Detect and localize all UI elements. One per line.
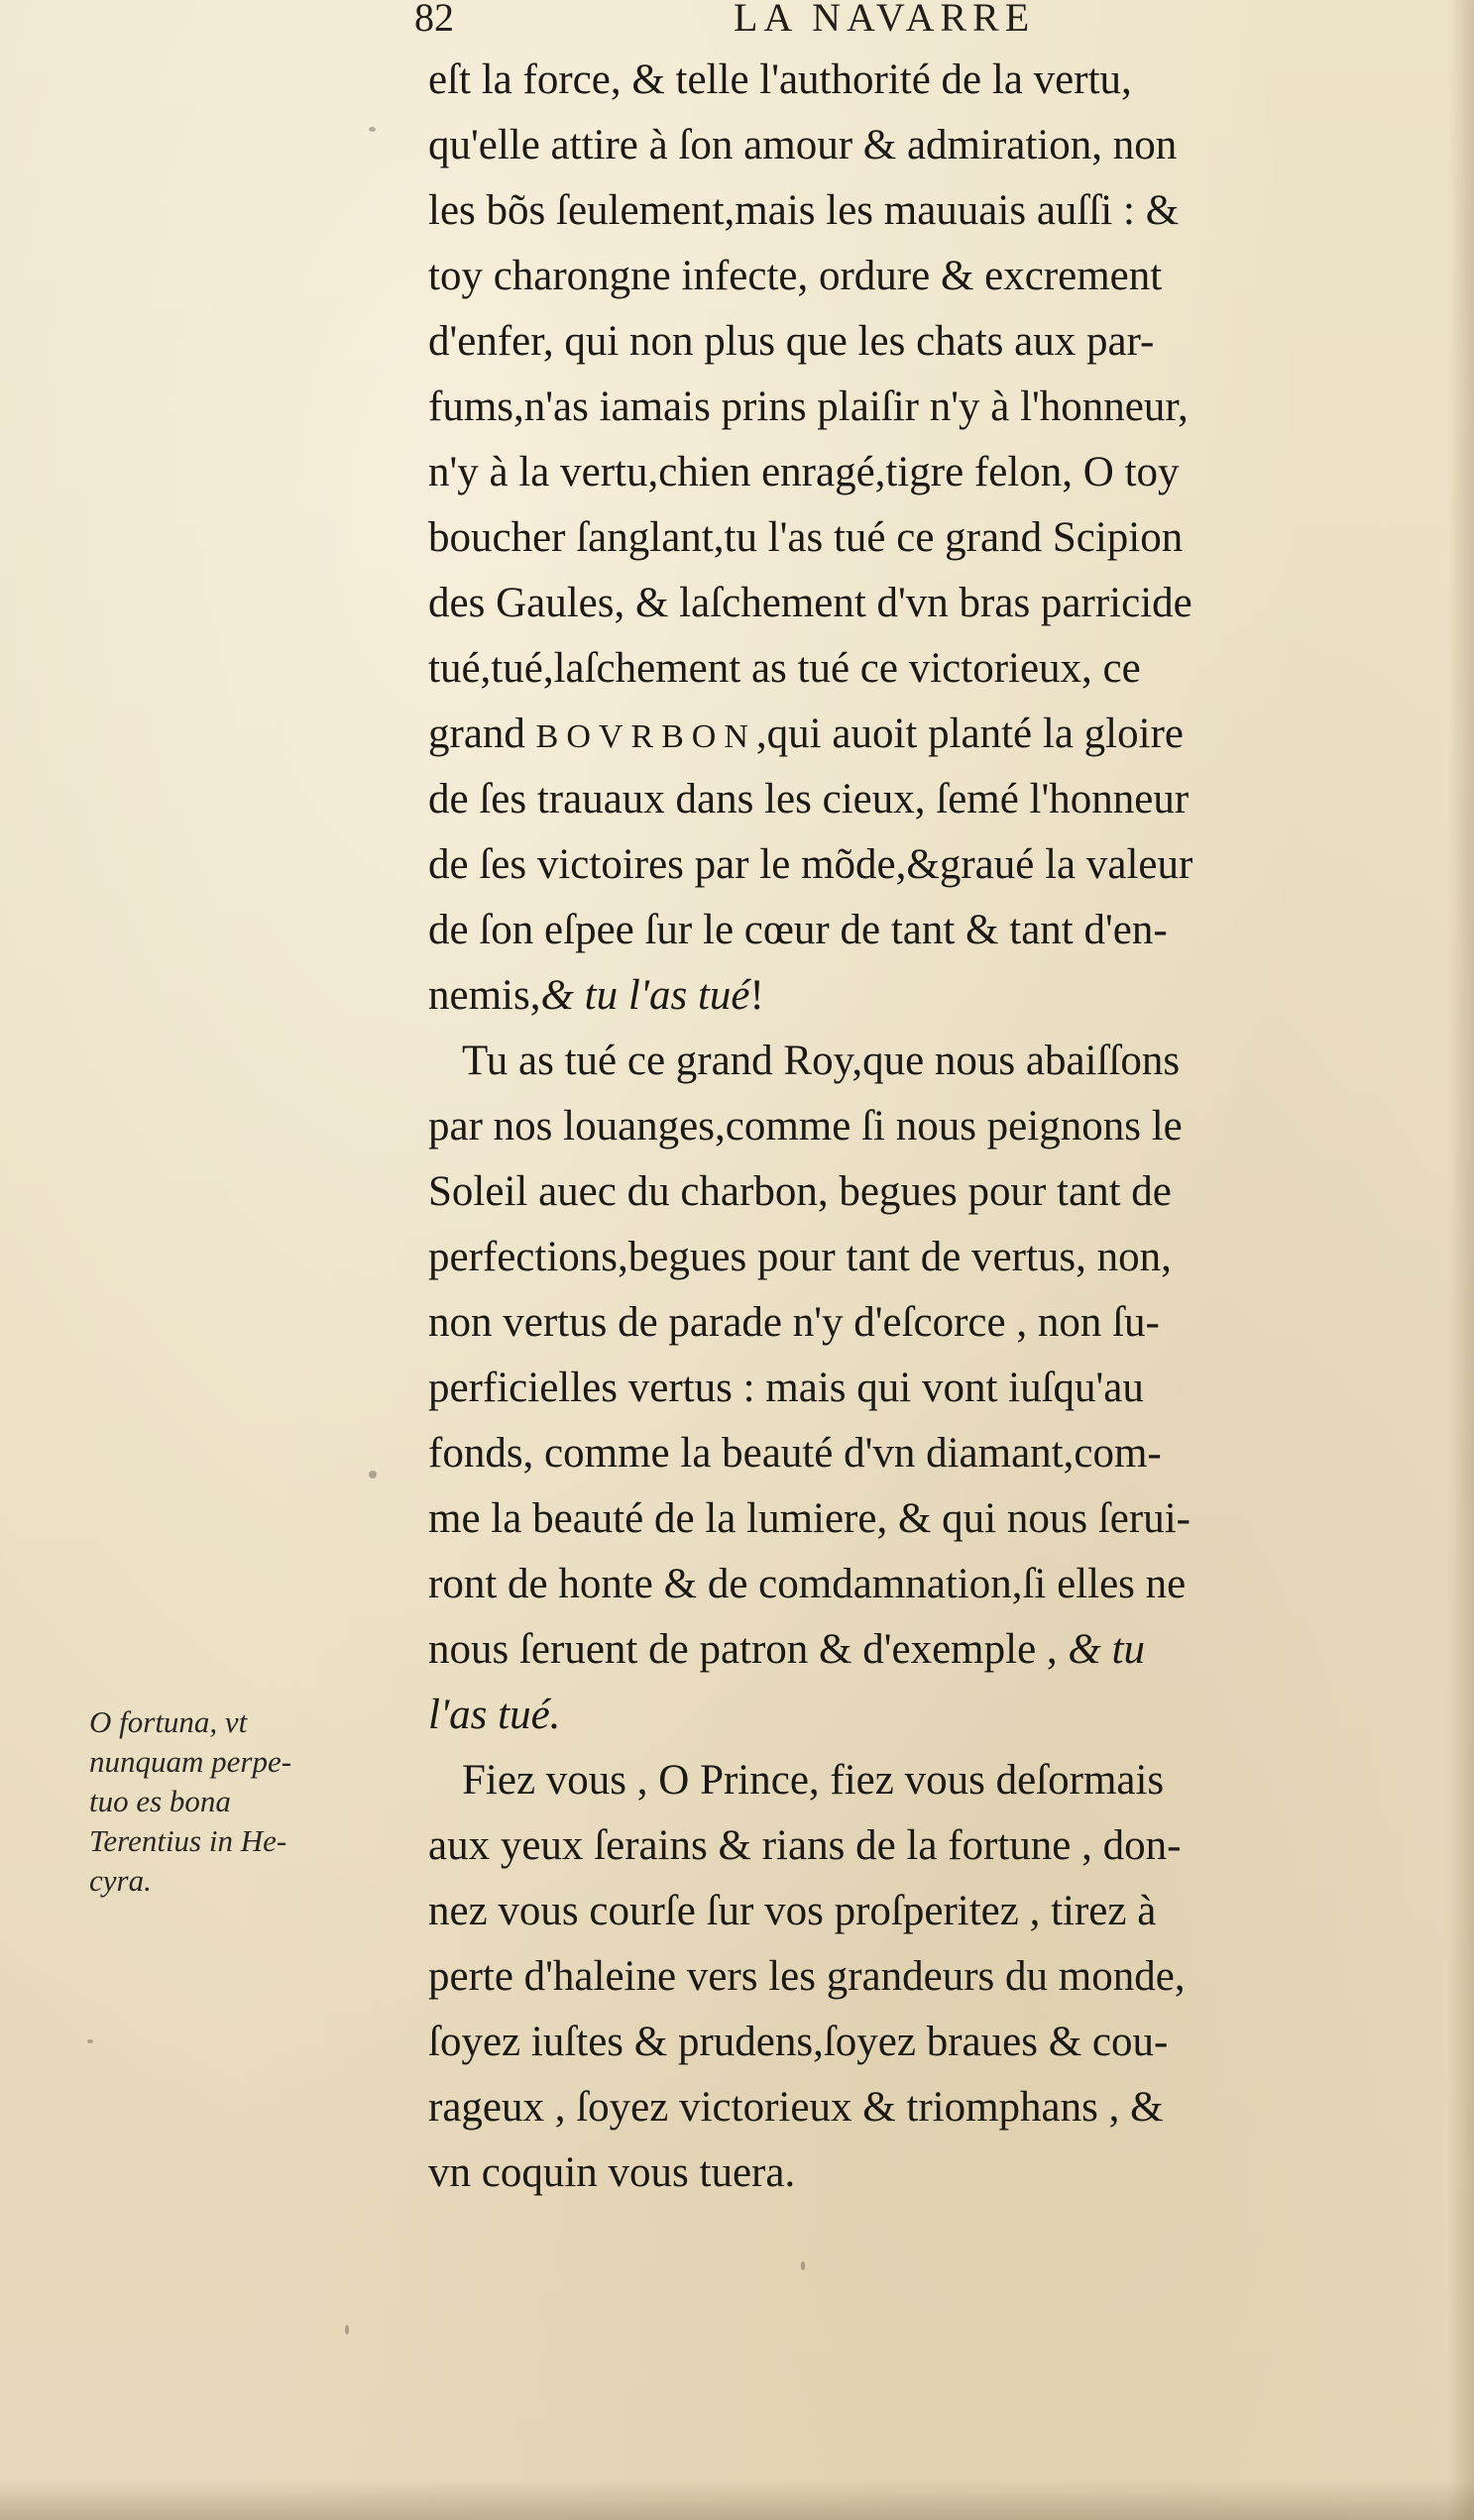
- page-header: [414, 0, 1416, 44]
- text-fragment: !: [749, 972, 764, 1019]
- paper-speck: [801, 2261, 805, 2270]
- margin-note-line: Terentius in He-: [89, 1823, 287, 1858]
- text-line: tué,tué,laſchement as tué ce victorieux, ce: [428, 645, 1141, 692]
- body-text: [428, 48, 1447, 2206]
- paragraph-start: Tu as tué ce grand Roy,que nous abaiſſons: [462, 1038, 1181, 1084]
- margin-note-line: O fortuna, vt: [89, 1704, 248, 1739]
- refrain-italic: & tu: [1068, 1626, 1146, 1673]
- paper-speck: [87, 2039, 93, 2043]
- text-line: par nos louanges,comme ſi nous peignons le: [428, 1103, 1183, 1150]
- text-line: perficielles vertus : mais qui vont iuſqu'au: [428, 1365, 1144, 1411]
- text-line: d'enfer, qui non plus que les chats aux par-: [428, 318, 1155, 365]
- page-number: 82: [414, 0, 454, 40]
- margin-note-line: tuo es bona: [89, 1784, 231, 1818]
- text-line: perfections,begues pour tant de vertus, non,: [428, 1234, 1172, 1280]
- text-line: nez vous courſe ſur vos proſperitez , tirez à: [428, 1888, 1157, 1934]
- paper-speck: [345, 2325, 349, 2335]
- text-line: de ſes trauaux dans les cieux, ſemé l'honneur: [428, 776, 1190, 822]
- text-line: qu'elle attire à ſon amour & admiration, non: [428, 122, 1178, 168]
- text-line: de ſon eſpee ſur le cœur de tant & tant d'en-: [428, 907, 1168, 953]
- refrain-italic: & tu l'as tué: [540, 972, 750, 1019]
- text-line: rageux , ſoyez victorieux & triomphans , &: [428, 2084, 1164, 2131]
- text-line: ront de honte & de comdamnation,ſi elles ne: [428, 1561, 1187, 1607]
- refrain-italic: l'as tué.: [428, 1692, 561, 1738]
- paper-speck: [369, 1471, 377, 1479]
- text-fragment: ,qui auoit planté la gloire: [755, 711, 1184, 757]
- margin-note-line: cyra.: [89, 1863, 152, 1898]
- text-line: boucher ſanglant,tu l'as tué ce grand Scipion: [428, 514, 1184, 561]
- text-line: ſoyez iuſtes & prudens,ſoyez braues & cou-: [428, 2019, 1169, 2065]
- text-line: fums,n'as iamais prins plaiſir n'y à l'honneur,: [428, 383, 1189, 430]
- text-line: me la beauté de la lumiere, & qui nous ſerui-: [428, 1495, 1191, 1542]
- text-fragment: nemis,: [428, 972, 541, 1019]
- text-line-bourbon: [428, 702, 1447, 767]
- text-line-refrain: [428, 963, 1447, 1029]
- page-edge-shadow: [1448, 0, 1474, 2520]
- text-line: aux yeux ſerains & rians de la fortune , don-: [428, 1822, 1182, 1869]
- paragraph-start: Fiez vous , O Prince, fiez vous deſormais: [462, 1757, 1165, 1804]
- name-bourbon: BOVRBON: [535, 718, 756, 755]
- text-line-refrain: [428, 1683, 1447, 1748]
- text-line: toy charongne infecte, ordure & excrement: [428, 253, 1163, 299]
- text-line: les bõs ſeulement,mais les mauuais auſſi : &: [428, 187, 1180, 234]
- text-line: n'y à la vertu,chien enragé,tigre felon, O toy: [428, 449, 1180, 495]
- text-line: fonds, comme la beauté d'vn diamant,com-: [428, 1430, 1162, 1477]
- text-line: de ſes victoires par le mõde,&graué la valeur: [428, 841, 1193, 888]
- running-head: LA NAVARRE: [734, 0, 1036, 40]
- text-fragment: nous ſeruent de patron & d'exemple ,: [428, 1626, 1058, 1673]
- text-line: des Gaules, & laſchement d'vn bras parricide: [428, 580, 1192, 626]
- text-line: vn coquin vous tuera.: [428, 2149, 796, 2196]
- text-line: eſt la force, & telle l'authorité de la vertu,: [428, 56, 1132, 103]
- margin-note-line: nunquam perpe-: [89, 1744, 292, 1779]
- text-line: Soleil auec du charbon, begues pour tant de: [428, 1168, 1172, 1215]
- text-line-refrain: [428, 1617, 1447, 1683]
- text-fragment: grand: [428, 711, 536, 757]
- text-line: non vertus de parade n'y d'eſcorce , non ſu-: [428, 1299, 1160, 1346]
- paper-speck: [369, 127, 376, 132]
- margin-note: [89, 1702, 406, 1901]
- page-bottom-shadow: [0, 2480, 1474, 2520]
- text-line: perte d'haleine vers les grandeurs du monde,: [428, 1953, 1186, 2000]
